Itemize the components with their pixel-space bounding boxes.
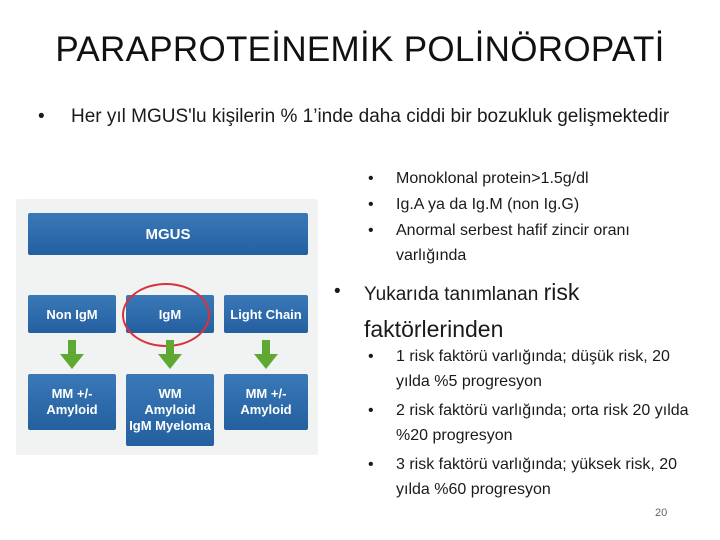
- diagram-line: MM +/-: [51, 386, 93, 401]
- diagram-box-light-chain: Light Chain: [224, 295, 308, 333]
- down-arrow-icon: [58, 340, 86, 370]
- bullet-marker: •: [368, 348, 374, 365]
- criteria-item: [368, 192, 688, 217]
- risk-item: [368, 398, 698, 448]
- bullet-marker: •: [38, 106, 45, 127]
- criteria-item: [368, 218, 688, 268]
- diagram-box-mm-amyloid-left: [28, 374, 116, 430]
- risk-item-text: 3 risk faktörü varlığında; yüksek risk, 20 yılda %60 progresyon: [396, 456, 677, 498]
- criteria-item: [368, 166, 688, 191]
- slide-title: PARAPROTEİNEMİK POLİNÖROPATİ: [55, 30, 665, 69]
- down-arrow-icon: [156, 340, 184, 370]
- bullet-marker: •: [368, 196, 374, 213]
- diagram-line: Amyloid: [46, 402, 98, 417]
- risk-heading-prefix: Yukarıda tanımlanan: [364, 284, 544, 305]
- bullet-marker: •: [368, 222, 374, 239]
- risk-item: [368, 344, 698, 394]
- criteria-text: Anormal serbest hafif zincir oranı varlığında: [396, 222, 630, 264]
- diagram-line: MM +/-: [245, 386, 287, 401]
- risk-heading-suffix: faktörlerinden: [364, 316, 504, 342]
- bullet-marker: •: [368, 170, 374, 187]
- risk-item: [368, 452, 698, 502]
- bullet-marker: •: [368, 456, 374, 473]
- criteria-text: Monoklonal protein>1.5g/dl: [396, 170, 589, 187]
- risk-heading-text: [334, 275, 674, 349]
- page-number: 20: [655, 507, 668, 519]
- down-arrow-icon: [252, 340, 280, 370]
- risk-item-text: 2 risk faktörü varlığında; orta risk 20 yılda %20 progresyon: [396, 402, 689, 444]
- diagram-line: WM: [158, 386, 182, 401]
- mgus-diagram: [16, 199, 318, 455]
- risk-heading-emphasis: risk: [543, 279, 580, 305]
- diagram-box-wm: [126, 374, 214, 446]
- risk-item-text: 1 risk faktörü varlığında; düşük risk, 20 yılda %5 progresyon: [396, 348, 670, 390]
- diagram-box-mgus: MGUS: [28, 213, 308, 255]
- diagram-line: IgM Myeloma: [129, 418, 211, 433]
- diagram-line: Amyloid: [240, 402, 292, 417]
- main-bullet-text: Her yıl MGUS'lu kişilerin % 1’inde daha ciddi bir bozukluk gelişmektedir: [71, 106, 670, 127]
- bullet-marker: •: [334, 281, 341, 302]
- highlight-circle: [122, 283, 210, 347]
- diagram-box-non-igm: Non IgM: [28, 295, 116, 333]
- diagram-box-mm-amyloid-right: [224, 374, 308, 430]
- risk-heading: [334, 275, 674, 349]
- bullet-marker: •: [368, 402, 374, 419]
- diagram-box-igm: IgM: [126, 295, 214, 333]
- main-bullet: [38, 103, 678, 131]
- criteria-text: Ig.A ya da Ig.M (non Ig.G): [396, 196, 580, 213]
- diagram-line: Amyloid: [144, 402, 196, 417]
